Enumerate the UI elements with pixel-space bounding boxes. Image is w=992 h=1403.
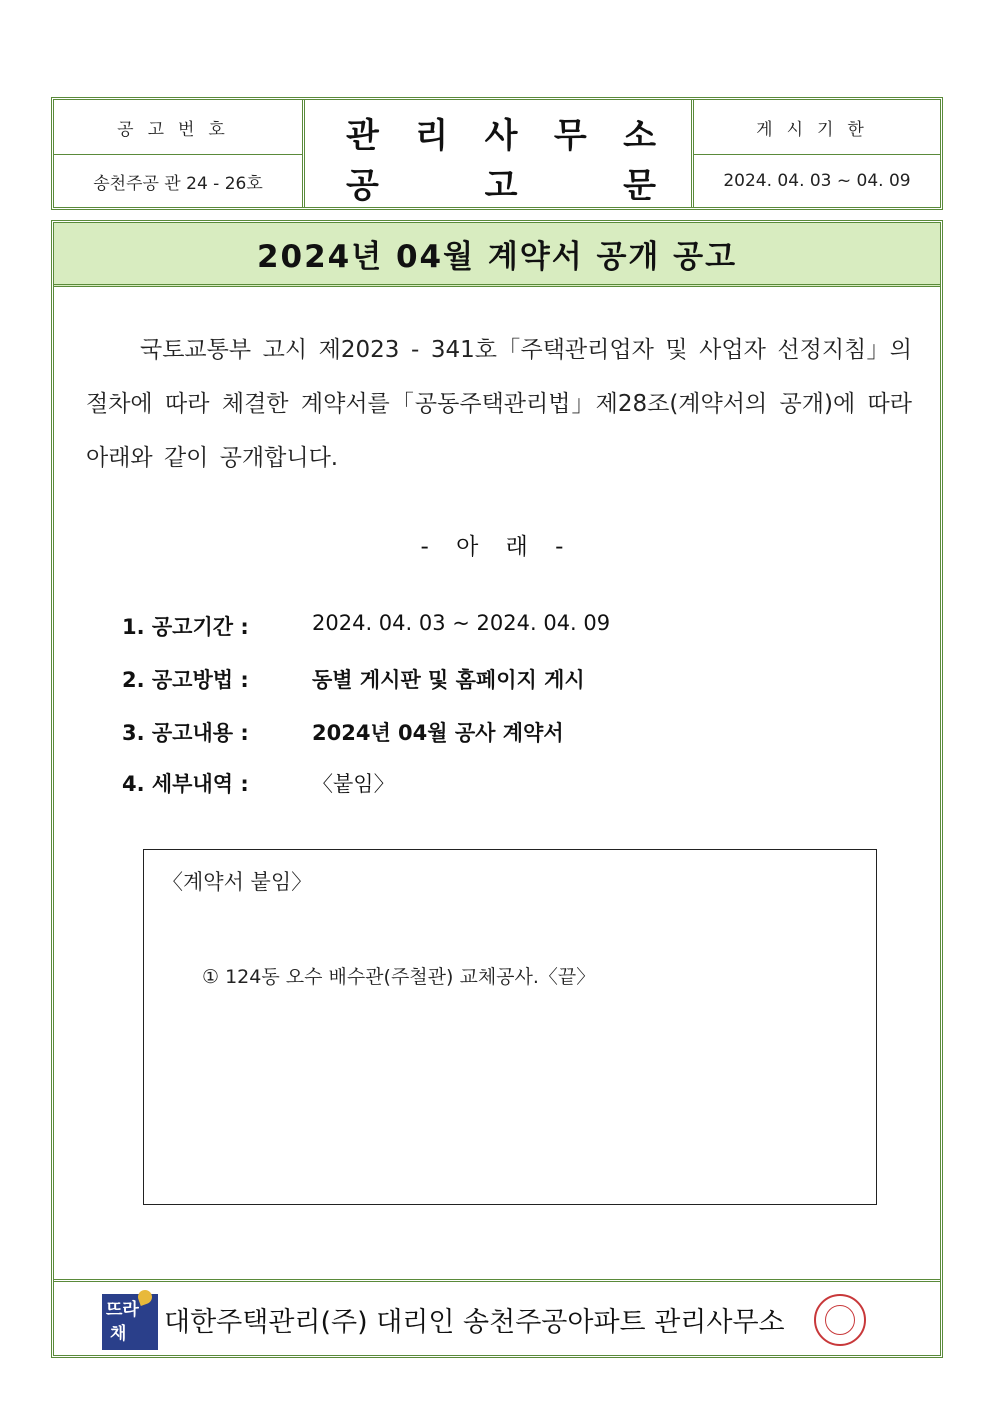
list-item xyxy=(122,768,395,798)
list-item xyxy=(122,717,564,747)
item-label: 1. 공고기간 : xyxy=(122,615,249,639)
item-label: 3. 공고내용 : xyxy=(122,721,249,745)
official-seal-icon xyxy=(814,1294,866,1346)
item-label: 2. 공고방법 : xyxy=(122,668,249,692)
notice-number-label-cell xyxy=(54,100,302,154)
posting-period: 2024. 04. 03 ~ 04. 09 xyxy=(723,171,911,191)
office-title-char: 관 xyxy=(346,116,379,156)
item-value: 동별 게시판 및 홈페이지 게시 xyxy=(312,668,585,692)
notice-title xyxy=(346,158,656,207)
logo-text-line1: 뜨라 xyxy=(106,1300,139,1320)
posting-period-label-cell xyxy=(694,100,940,154)
notice-number: 송천주공 관 24 - 26호 xyxy=(93,173,263,194)
posting-period-cell xyxy=(694,155,940,207)
header-divider xyxy=(302,100,305,207)
document-title: 2024년 04월 계약서 공개 공고 xyxy=(54,223,940,287)
seal-inner-ring xyxy=(825,1305,855,1335)
section-heading: - 아 래 - xyxy=(420,534,574,560)
notice-title-char: 문 xyxy=(623,166,656,206)
attachment-entry: ① 124동 오수 배수관(주철관) 교체공사.〈끝〉 xyxy=(202,966,596,988)
office-title-char: 리 xyxy=(415,116,449,156)
item-value: 〈붙임〉 xyxy=(312,772,395,796)
intro-paragraph: 국토교통부 고시 제2023 - 341호「주택관리업자 및 사업자 선정지침」의 절차에 따라 체결한 계약서를「공동주택관리법」제28조(계약서의 공개)에 따라 아래와 같이 공개합니다. xyxy=(86,337,912,471)
item-value: 2024. 04. 03 ~ 2024. 04. 09 xyxy=(312,611,611,635)
item-value: 2024년 04월 공사 계약서 xyxy=(312,721,564,745)
company-logo xyxy=(102,1294,158,1350)
office-title-char: 무 xyxy=(553,116,587,156)
notice-header-table xyxy=(51,97,943,210)
office-title-char: 사 xyxy=(484,116,518,156)
item-label: 4. 세부내역 : xyxy=(122,772,249,796)
attachment-box xyxy=(143,849,877,1205)
issuer-footer xyxy=(54,1279,940,1355)
logo-text-line2: 채 xyxy=(110,1324,127,1344)
list-item xyxy=(122,611,610,641)
issuer-name: 대한주택관리(주) 대리인 송천주공아파트 관리사무소 xyxy=(164,1307,785,1338)
office-title xyxy=(346,108,656,157)
list-item xyxy=(122,664,585,694)
notice-title-char: 공 xyxy=(346,166,379,206)
attachment-title: 〈계약서 붙임〉 xyxy=(162,870,313,894)
posting-period-label: 게시기한 xyxy=(756,119,878,140)
notice-title-char: 고 xyxy=(484,166,518,206)
office-title-char: 소 xyxy=(623,116,656,156)
notice-number-label: 공고번호 xyxy=(117,119,239,140)
notice-number-cell xyxy=(54,155,302,207)
notice-body xyxy=(51,220,943,1358)
